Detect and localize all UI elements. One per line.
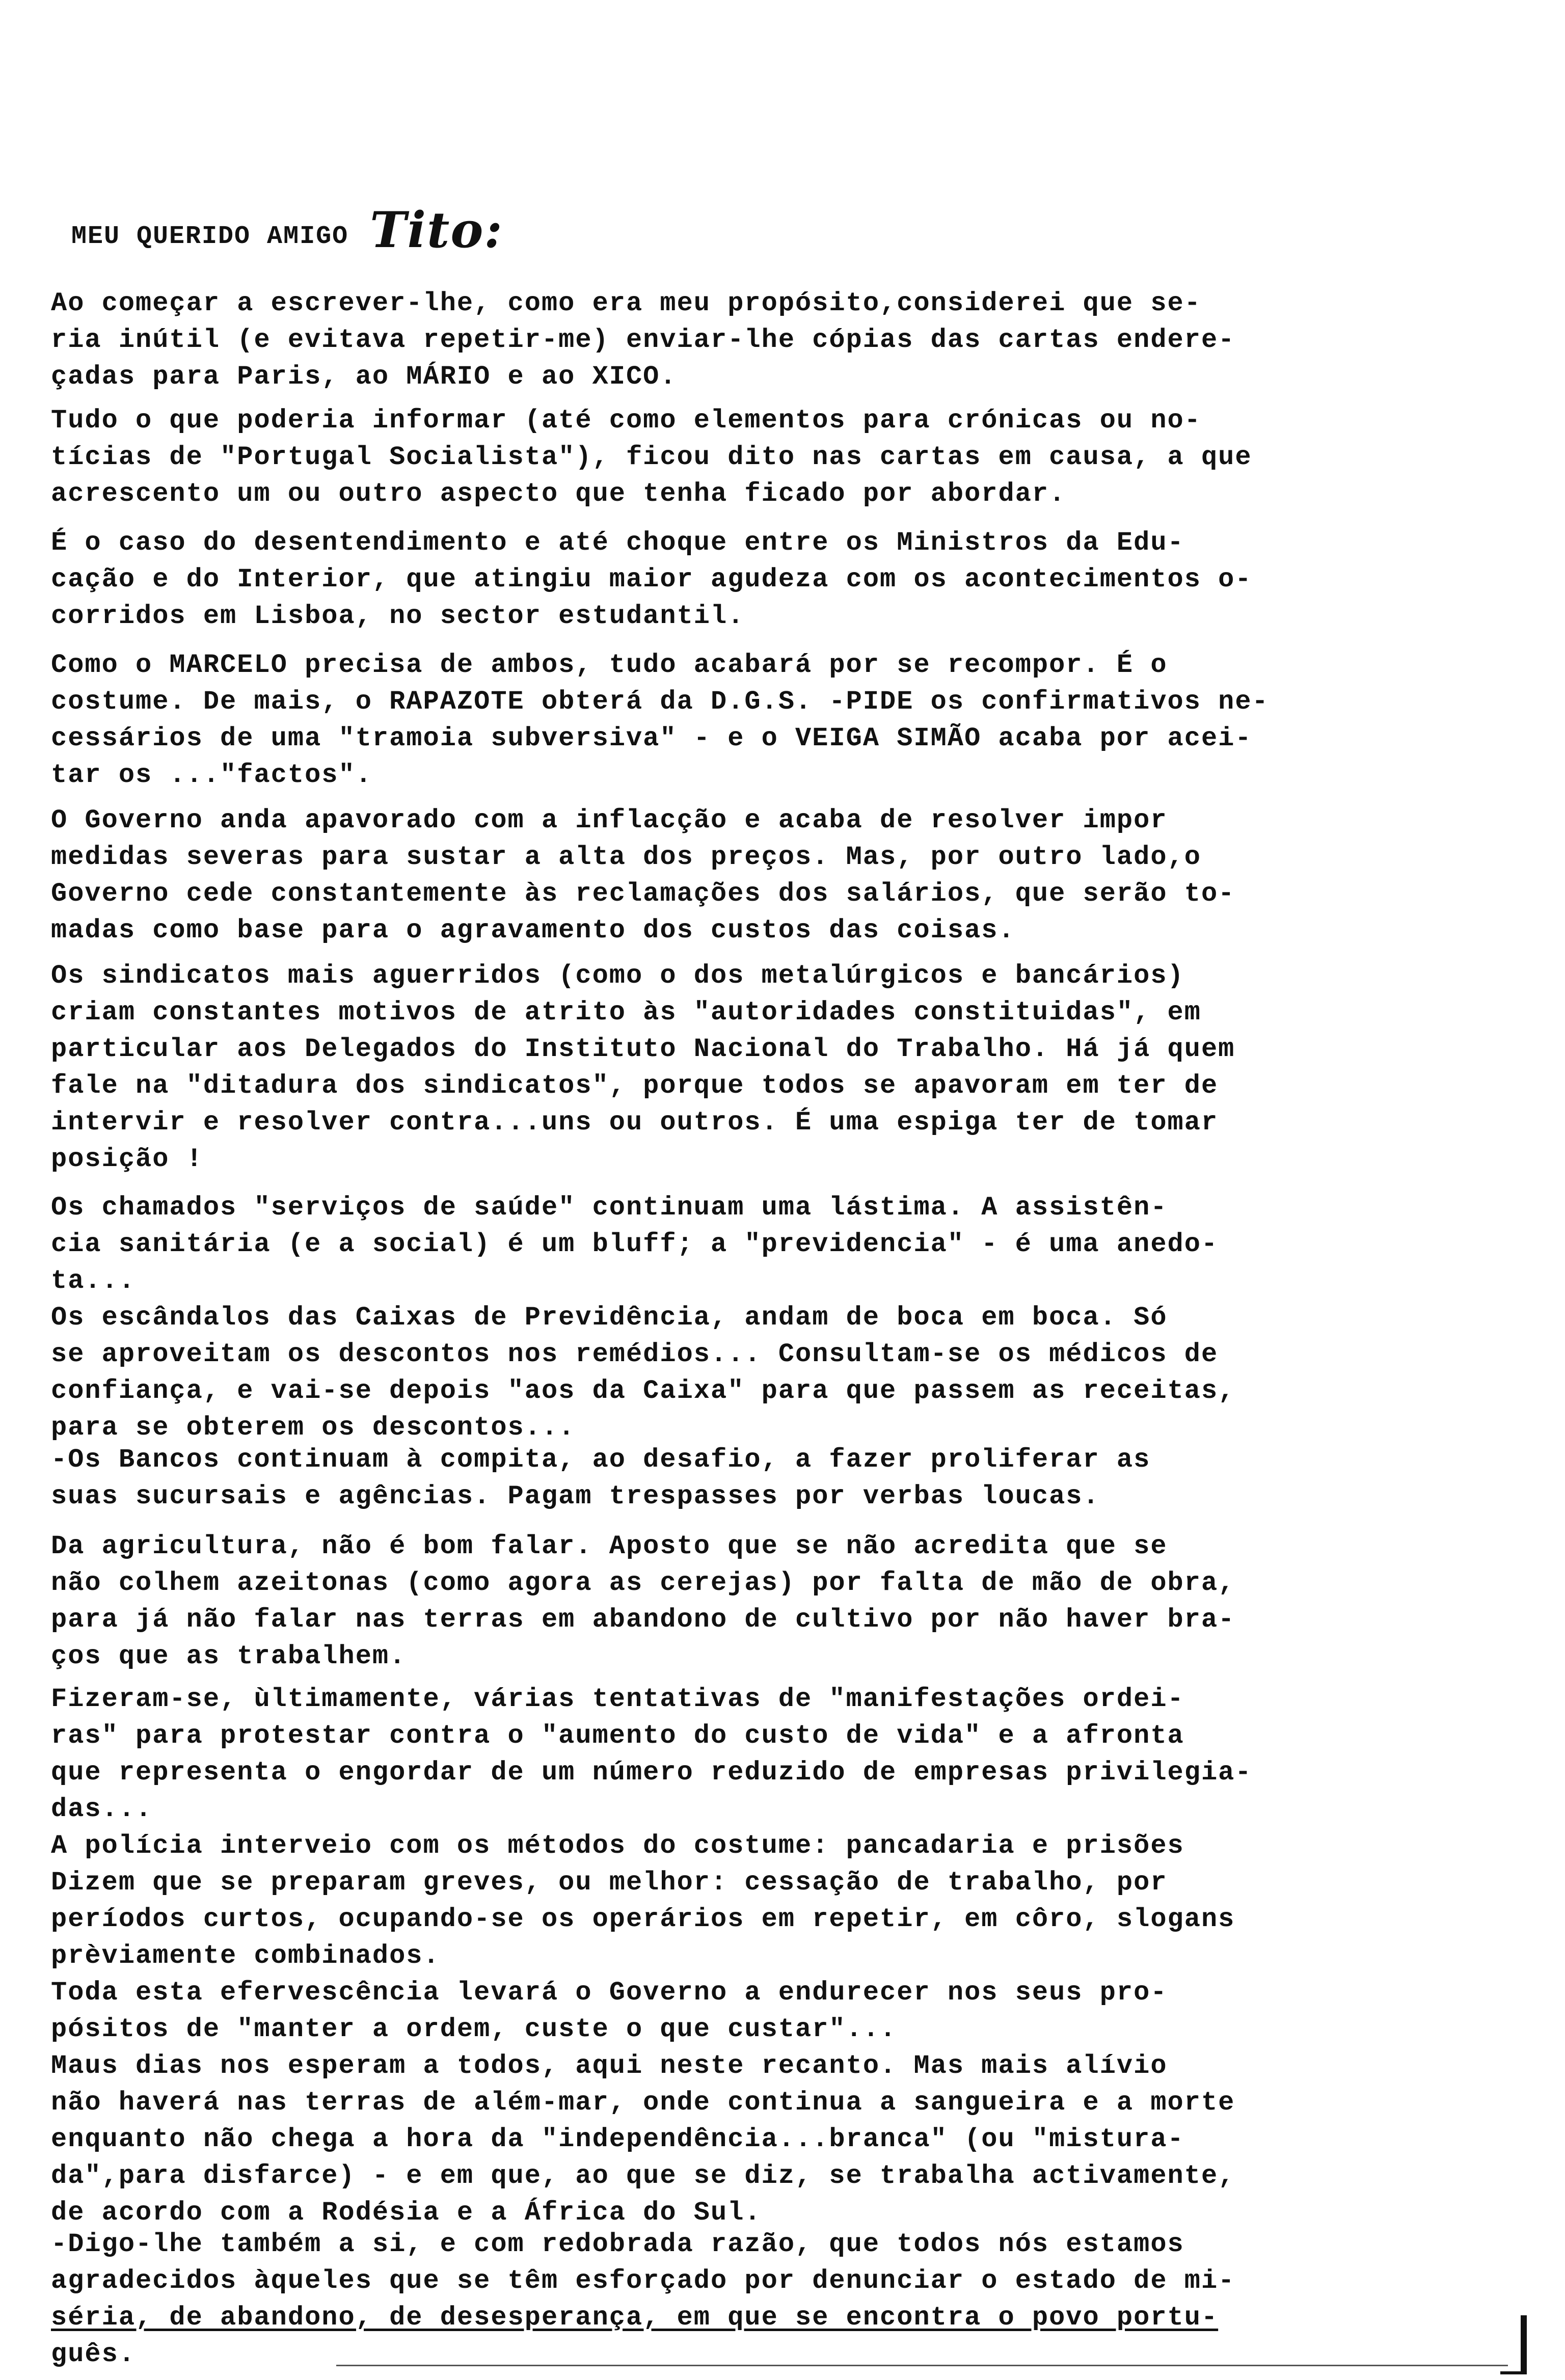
text-line: ria inútil (e evitava repetir-me) enviar-lhe cópias das cartas endere-: [51, 325, 1235, 355]
paragraph: [51, 958, 1544, 1178]
text-line: agradecidos àqueles que se têm esforçado por denunciar o estado de mi-: [51, 2266, 1235, 2296]
text-line: das...: [51, 1794, 153, 1824]
text-line: fale na "ditadura dos sindicatos", porque todos se apavoram em ter de: [51, 1071, 1219, 1101]
text-line: -Digo-lhe também a si, e com redobrada razão, que todos nós estamos: [51, 2229, 1184, 2259]
text-line: Tudo o que poderia informar (até como elementos para crónicas ou no-: [51, 405, 1201, 436]
text-line: suas sucursais e agências. Pagam trespasses por verbas loucas.: [51, 1481, 1100, 1511]
paragraph: [51, 1189, 1544, 1446]
paragraph: [51, 402, 1544, 512]
text-line: Como o MARCELO precisa de ambos, tudo acabará por se recompor. É o: [51, 650, 1168, 680]
text-line: [51, 439, 1544, 476]
paragraph: [51, 2226, 1544, 2373]
text-line: ras" para protestar contra o "aumento do custo de vida" e a afronta: [51, 1721, 1184, 1751]
text-line: pósitos de "manter a ordem, custe o que custar"...: [51, 2014, 897, 2044]
text-line: intervir e resolver contra...uns ou outros. É uma espiga ter de tomar: [51, 1107, 1219, 1138]
text-line: acrescento um ou outro aspecto que tenha ficado por abordar.: [51, 479, 1066, 509]
text-line: Os sindicatos mais aguerridos (como o dos metalúrgicos e bancários): [51, 961, 1184, 991]
text-line: para já não falar nas terras em abandono de cultivo por não haver bra-: [51, 1605, 1235, 1635]
handwritten-underline: [336, 2365, 1508, 2366]
text-line: Ao começar a escrever-lhe, como era meu propósito,considerei que se-: [51, 288, 1201, 318]
text-line: -Os Bancos continuam à compita, ao desafio, a fazer proliferar as: [51, 1445, 1151, 1475]
text-line: que representa o engordar de um número reduzido de empresas privilegia-: [51, 1757, 1252, 1788]
text-line: períodos curtos, ocupando-se os operários em repetir, em côro, slogans: [51, 1904, 1235, 1934]
text-line: confiança, e vai-se depois "aos da Caixa" para que passem as receitas,: [51, 1376, 1235, 1406]
salutation: [71, 201, 503, 259]
text-line: É o caso do desentendimento e até choque entre os Ministros da Edu-: [51, 528, 1184, 558]
text-line: ços que as trabalhem.: [51, 1641, 407, 1671]
text-line: cação e do Interior, que atingiu maior agudeza com os acontecimentos o-: [51, 564, 1252, 594]
text-line: ta...: [51, 1266, 136, 1296]
text-line: tar os ..."factos".: [51, 760, 372, 790]
text-line: não colhem azeitonas (como agora as cerejas) por falta de mão de obra,: [51, 1568, 1235, 1598]
text-line: A polícia interveio com os métodos do costume: pancadaria e prisões: [51, 1831, 1184, 1861]
paragraph: [51, 1681, 1544, 2231]
text-line: de acordo com a Rodésia e a África do Sul.: [51, 2198, 762, 2228]
text-line: Da agricultura, não é bom falar. Aposto que se não acredita que se: [51, 1531, 1168, 1561]
salutation-text: MEU QUERIDO AMIGO: [71, 222, 349, 251]
paragraph: [51, 1442, 1544, 1515]
text-line: não haverá nas terras de além-mar, onde continua a sangueira e a morte: [51, 2088, 1235, 2118]
text-line: madas como base para o agravamento dos custos das coisas.: [51, 915, 1015, 945]
text-line: posição !: [51, 1144, 203, 1174]
paragraph: [51, 285, 1544, 395]
paragraph: [51, 802, 1544, 949]
paragraph: [51, 525, 1544, 635]
text-line: Fizeram-se, ùltimamente, várias tentativas de "manifestações ordei-: [51, 1684, 1184, 1714]
text-line: enquanto não chega a hora da "independência...branca" (ou "mistura-: [51, 2124, 1184, 2154]
text-line: guês.: [51, 2339, 136, 2369]
text-line: Dizem que se preparam greves, ou melhor: cessação de trabalho, por: [51, 1868, 1168, 1898]
paragraph: [51, 1528, 1544, 1675]
text-line: Maus dias nos esperam a todos, aqui neste recanto. Mas mais alívio: [51, 2051, 1168, 2081]
paragraph: [51, 647, 1544, 794]
text-line: Os escândalos das Caixas de Previdência, andam de boca em boca. Só: [51, 1303, 1168, 1333]
handwritten-name: Tito:: [370, 201, 503, 259]
text-line: medidas severas para sustar a alta dos preços. Mas, por outro lado,o: [51, 842, 1201, 872]
text-line: Toda esta efervescência levará o Governo a endurecer nos seus pro-: [51, 1978, 1168, 2008]
text-line: corridos em Lisboa, no sector estudantil.: [51, 601, 745, 631]
text-fragment: tícias de "Portugal Socialista"), ficou dito nas cartas em causa, a que: [51, 442, 1252, 472]
text-line: da",para disfarce) - e em que, ao que se diz, se trabalha activamente,: [51, 2161, 1235, 2191]
text-line: O Governo anda apavorado com a inflacção e acaba de resolver impor: [51, 805, 1168, 835]
text-line: particular aos Delegados do Instituto Nacional do Trabalho. Há já quem: [51, 1034, 1235, 1064]
text-line: cia sanitária (e a social) é um bluff; a "previdencia" - é uma anedo-: [51, 1229, 1219, 1259]
text-line: çadas para Paris, ao MÁRIO e ao XICO.: [51, 362, 677, 392]
text-line: prèviamente combinados.: [51, 1941, 440, 1971]
text-line: para se obterem os descontos...: [51, 1413, 576, 1443]
text-line: Governo cede constantemente às reclamações dos salários, que serão to-: [51, 879, 1235, 909]
text-line: séria, de abandono, de desesperança, em que se encontra o povo portu-: [51, 2303, 1219, 2333]
text-line: criam constantes motivos de atrito às "autoridades constituidas", em: [51, 997, 1201, 1027]
text-line: se aproveitam os descontos nos remédios... Consultam-se os médicos de: [51, 1339, 1219, 1369]
text-line: cessários de uma "tramoia subversiva" - e o VEIGA SIMÃO acaba por acei-: [51, 723, 1252, 753]
text-line: costume. De mais, o RAPAZOTE obterá da D.G.S. -PIDE os confirmativos ne-: [51, 687, 1269, 717]
text-line: Os chamados "serviços de saúde" continuam uma lástima. A assistên-: [51, 1193, 1168, 1223]
